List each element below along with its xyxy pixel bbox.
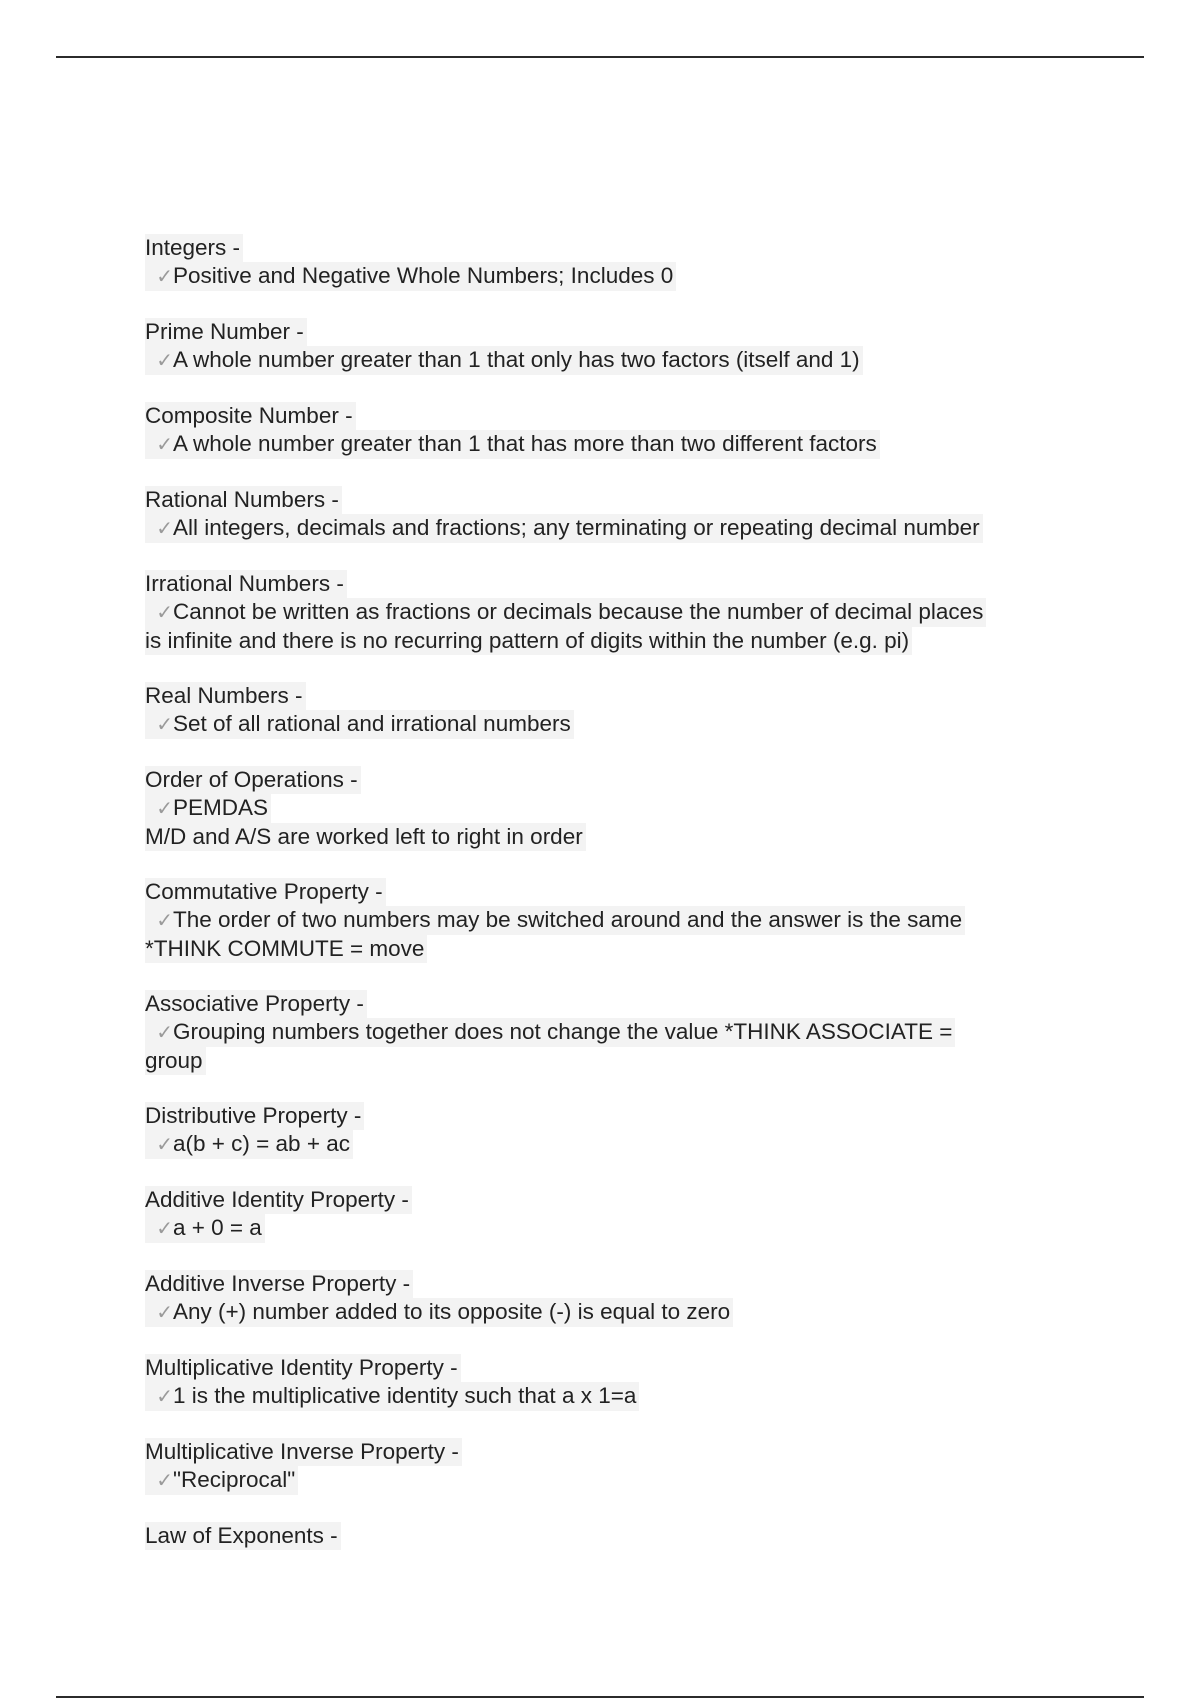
- definition: [145, 1382, 1065, 1411]
- checkmark-icon: ✓: [156, 1470, 173, 1492]
- flashcard-entry: [145, 1186, 1065, 1243]
- definition-text: group: [145, 1048, 203, 1073]
- definition-line: [145, 1018, 955, 1047]
- definition-text: Set of all rational and irrational numbers: [173, 711, 571, 736]
- term-label: Real Numbers -: [145, 682, 306, 710]
- definition-text: 1 is the multiplicative identity such that a x 1=a: [173, 1383, 637, 1408]
- term-label: Law of Exponents -: [145, 1522, 341, 1550]
- top-rule: [56, 56, 1144, 58]
- definition-text: *THINK COMMUTE = move: [145, 936, 425, 961]
- checkmark-icon: ✓: [156, 266, 173, 288]
- flashcard-entry: [145, 318, 1065, 375]
- checkmark-icon: ✓: [156, 1386, 173, 1408]
- definition: [145, 906, 1065, 963]
- definition: [145, 1466, 1065, 1495]
- flashcard-entry: [145, 1102, 1065, 1159]
- definition: [145, 430, 1065, 459]
- term-label: Irrational Numbers -: [145, 570, 347, 598]
- flashcard-entry: [145, 1438, 1065, 1495]
- flashcard-entry: [145, 766, 1065, 851]
- definition-text: The order of two numbers may be switched around and the answer is the same: [173, 907, 963, 932]
- definition-text: is infinite and there is no recurring pattern of digits within the number (e.g. pi): [145, 628, 910, 653]
- flashcard-list: [145, 234, 1065, 1577]
- definition: [145, 346, 1065, 375]
- definition-text: "Reciprocal": [173, 1467, 296, 1492]
- term-label: Integers -: [145, 234, 243, 262]
- definition-line: [145, 1298, 733, 1327]
- checkmark-icon: ✓: [156, 1218, 173, 1240]
- definition-line: [145, 627, 912, 655]
- definition-text: A whole number greater than 1 that has more than two different factors: [173, 431, 877, 456]
- term-label: Multiplicative Identity Property -: [145, 1354, 461, 1382]
- flashcard-entry: [145, 570, 1065, 655]
- flashcard-entry: [145, 486, 1065, 543]
- flashcard-entry: [145, 878, 1065, 963]
- definition-line: [145, 710, 574, 739]
- checkmark-icon: ✓: [156, 1022, 173, 1044]
- term-label: Distributive Property -: [145, 1102, 364, 1130]
- definition-text: Grouping numbers together does not change the value *THINK ASSOCIATE =: [173, 1019, 953, 1044]
- definition-text: Any (+) number added to its opposite (-) is equal to zero: [173, 1299, 731, 1324]
- definition-line: [145, 794, 271, 823]
- bottom-rule: [56, 1696, 1144, 1698]
- term-label: Prime Number -: [145, 318, 307, 346]
- checkmark-icon: ✓: [156, 798, 173, 820]
- term-label: Multiplicative Inverse Property -: [145, 1438, 462, 1466]
- definition: [145, 710, 1065, 739]
- definition-line: [145, 514, 983, 543]
- definition-line: [145, 1214, 265, 1243]
- flashcard-entry: [145, 682, 1065, 739]
- definition-text: Cannot be written as fractions or decimals because the number of decimal places: [173, 599, 984, 624]
- definition-text: a(b + c) = ab + ac: [173, 1131, 350, 1156]
- checkmark-icon: ✓: [156, 350, 173, 372]
- definition-text: Positive and Negative Whole Numbers; Includes 0: [173, 263, 674, 288]
- flashcard-entry: [145, 234, 1065, 291]
- checkmark-icon: ✓: [156, 434, 173, 456]
- definition: [145, 794, 1065, 851]
- flashcard-entry: [145, 1270, 1065, 1327]
- definition-line: [145, 1382, 639, 1411]
- term-label: Composite Number -: [145, 402, 356, 430]
- definition: [145, 1130, 1065, 1159]
- term-label: Order of Operations -: [145, 766, 361, 794]
- definition: [145, 262, 1065, 291]
- definition-text: M/D and A/S are worked left to right in order: [145, 824, 583, 849]
- definition-line: [145, 823, 586, 851]
- definition-line: [145, 346, 863, 375]
- checkmark-icon: ✓: [156, 714, 173, 736]
- term-label: Additive Identity Property -: [145, 1186, 412, 1214]
- definition: [145, 1298, 1065, 1327]
- flashcard-entry: [145, 1522, 1065, 1550]
- definition-line: [145, 262, 676, 291]
- flashcard-entry: [145, 990, 1065, 1075]
- checkmark-icon: ✓: [156, 518, 173, 540]
- definition-text: PEMDAS: [173, 795, 269, 820]
- checkmark-icon: ✓: [156, 1302, 173, 1324]
- definition-line: [145, 935, 427, 963]
- definition-line: [145, 598, 986, 627]
- definition-line: [145, 1130, 353, 1159]
- definition-text: A whole number greater than 1 that only has two factors (itself and 1): [173, 347, 860, 372]
- definition-text: a + 0 = a: [173, 1215, 262, 1240]
- flashcard-entry: [145, 1354, 1065, 1411]
- definition-line: [145, 906, 965, 935]
- definition: [145, 1214, 1065, 1243]
- definition-text: All integers, decimals and fractions; any terminating or repeating decimal number: [173, 515, 980, 540]
- definition: [145, 514, 1065, 543]
- term-label: Rational Numbers -: [145, 486, 342, 514]
- term-label: Associative Property -: [145, 990, 367, 1018]
- flashcard-entry: [145, 402, 1065, 459]
- term-label: Additive Inverse Property -: [145, 1270, 413, 1298]
- checkmark-icon: ✓: [156, 1134, 173, 1156]
- checkmark-icon: ✓: [156, 910, 173, 932]
- checkmark-icon: ✓: [156, 602, 173, 624]
- term-label: Commutative Property -: [145, 878, 386, 906]
- definition: [145, 598, 1065, 655]
- definition-line: [145, 1047, 206, 1075]
- definition-line: [145, 430, 880, 459]
- definition-line: [145, 1466, 298, 1495]
- definition: [145, 1018, 1065, 1075]
